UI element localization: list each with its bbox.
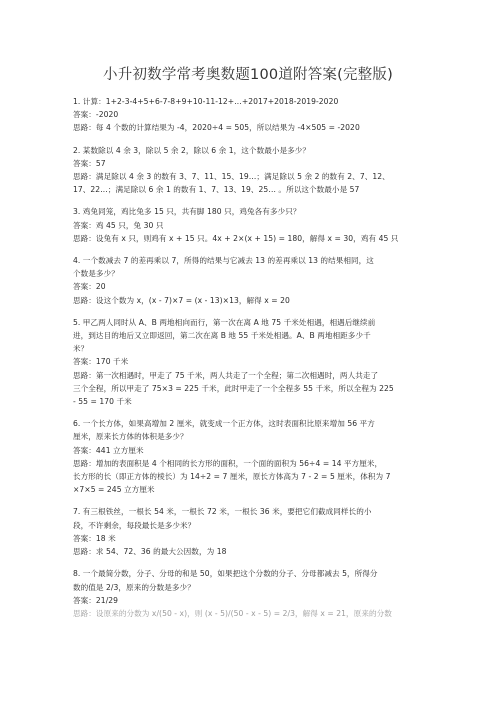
answer-line: 答案：鸡 45 只，兔 30 只: [73, 220, 164, 230]
solution-line: 思路：设兔有 x 只，则鸡有 x + 15 只。4x + 2×(x + 15) = 180，解得 x = 30，鸡有 45 只: [73, 233, 399, 243]
solution-line: 17、22…；满足除以 6 余 1 的数有 1、7、13、19、25… 。所以这个数最小是 57: [73, 185, 360, 195]
question-5: [73, 316, 433, 408]
answer-line: 答案：20: [73, 282, 106, 292]
solution-line: ×7×5 = 245 立方厘米: [73, 485, 155, 495]
question-4: [73, 254, 433, 307]
question-2: [73, 144, 433, 197]
text-line: 个数是多少？: [73, 269, 119, 279]
text-line: 6. 一个长方体，如果高增加 2 厘米，就变成一个正方体，这时表面积比原来增加 56 平方: [73, 419, 375, 429]
text-line: 3. 鸡兔同笼，鸡比兔多 15 只，共有脚 180 只，鸡兔各有多少只？: [73, 207, 301, 217]
answer-line: 答案：170 千米: [73, 357, 129, 367]
solution-line: 三个全程，所以甲走了 75×3 = 225 千米，此时甲走了一个全程多 55 千米，所以全程为 225: [73, 383, 394, 393]
text-line: 8. 一个最简分数，分子、分母的和是 50，如果把这个分数的分子、分母都减去 5，所得分: [73, 569, 378, 579]
question-3: [73, 205, 433, 245]
text-line: 2. 某数除以 4 余 3，除以 5 余 2，除以 6 余 1，这个数最小是多少？: [73, 145, 311, 155]
solution-line: 思路：每 4 个数的计算结果为 -4，2020÷4 = 505，所以结果为 -4×505 = -2020: [73, 123, 360, 133]
answer-line: 答案：-2020: [73, 110, 119, 120]
solution-line: 思路：第一次相遇时，甲走了 75 千米，两人共走了一个全程；第二次相遇时，两人共走了: [73, 370, 379, 380]
answer-line: 答案：21/29: [73, 595, 119, 605]
question-1: [73, 95, 433, 135]
solution-line: 思路：增加的表面积是 4 个相同的长方形的面积，一个面的面积为 56÷4 = 14 平方厘米，: [73, 458, 383, 468]
solution-line: 长方形的长（即正方体的棱长）为 14÷2 = 7 厘米，原长方体高为 7 - 2 = 5 厘米，体积为 7: [73, 472, 391, 482]
text-line: 1. 计算：1+2-3-4+5+6-7-8+9+10-11-12+…+2017+2018-2019-2020: [73, 97, 339, 106]
text-line: 4. 一个数减去 7 的差再乘以 7，所得的结果与它减去 13 的差再乘以 13 的结果相同，这: [73, 256, 374, 266]
text-line: 进，到达目的地后又立即返回，第二次在离 B 地 55 千米处相遇。A、B 两地相距多少千: [73, 331, 371, 341]
solution-line: 思路：满足除以 4 余 3 的数有 3、7、11、15、19…；满足除以 5 余 2 的数有 2、7、12、: [73, 172, 390, 182]
question-7: [73, 505, 433, 558]
question-6: [73, 417, 433, 496]
text-line: 米？: [73, 344, 89, 354]
answer-line: 答案：441 立方厘米: [73, 445, 144, 455]
solution-line: 思路：设这个数为 x，(x - 7)×7 = (x - 13)×13，解得 x = 20: [73, 295, 290, 305]
text-line: 数的值是 2/3，原来的分数是多少？: [73, 582, 195, 592]
solution-line: - 55 = 170 千米: [73, 397, 132, 407]
text-line: 厘米，原来长方体的体积是多少？: [73, 432, 188, 442]
page-title: 小升初数学常考奥数题100道附答案(完整版): [103, 67, 393, 83]
answer-line: 答案：18 米: [73, 533, 116, 543]
document-body: [73, 95, 433, 629]
solution-line: 思路：设原来的分数为 x/(50 - x)，则 (x - 5)/(50 - x - 5) = 2/3，解得 x = 21，原来的分数: [73, 608, 392, 618]
text-line: 5. 甲乙两人同时从 A、B 两地相向而行，第一次在离 A 地 75 千米处相遇，相遇后继续前: [73, 317, 376, 327]
answer-line: 答案：57: [73, 158, 106, 168]
solution-line: 思路：求 54、72、36 的最大公因数，为 18: [73, 547, 227, 557]
text-line: 7. 有三根铁丝，一根长 54 米，一根长 72 米，一根长 36 米，要把它们截成同样长的小: [73, 507, 372, 517]
text-line: 段，不许剩余，每段最长是多少米？: [73, 520, 196, 530]
question-8: [73, 567, 433, 620]
